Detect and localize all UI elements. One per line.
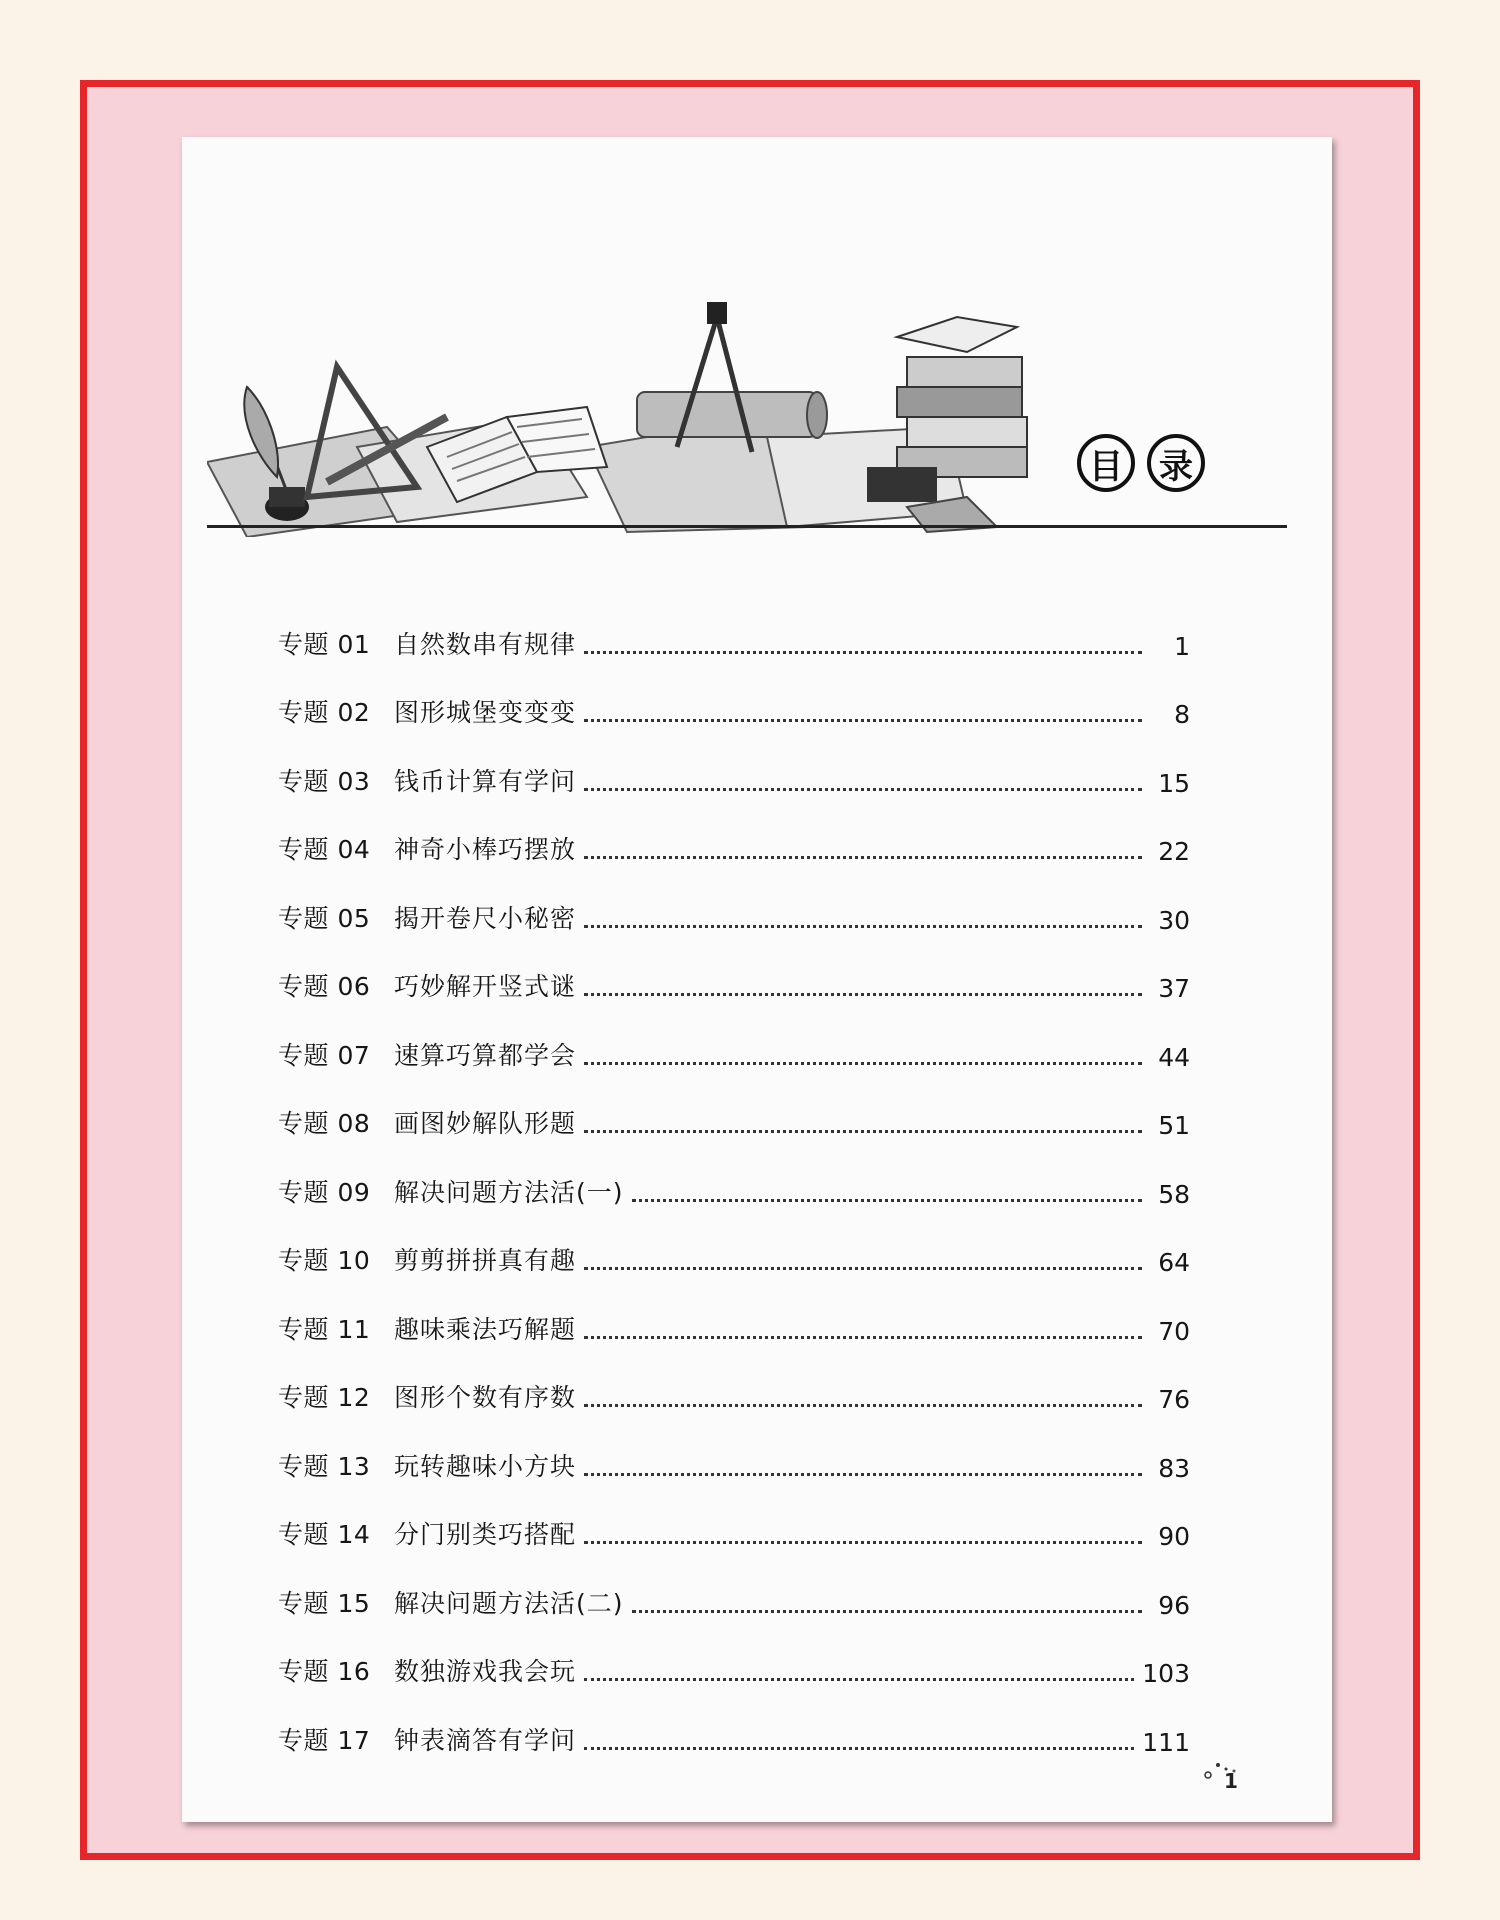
dotted-leader (584, 788, 1142, 791)
toc-page: 103 (1142, 1659, 1190, 1688)
page-number: 1 (1224, 1769, 1238, 1793)
toc-title: 数独游戏我会玩 (394, 1657, 577, 1686)
toc-row[interactable] (278, 1140, 1190, 1209)
toc-row[interactable] (278, 1003, 1190, 1072)
toc-page: 37 (1158, 974, 1190, 1003)
dotted-leader (632, 1199, 1142, 1202)
dotted-leader (584, 651, 1142, 654)
toc-label: 专题 04 (278, 835, 371, 864)
toc-page: 44 (1158, 1042, 1190, 1072)
toc-page: 8 (1174, 700, 1190, 729)
toc-title: 解决问题方法活(一) (394, 1177, 624, 1207)
toc-row[interactable] (278, 1620, 1190, 1689)
toc-label: 专题 11 (278, 1314, 371, 1344)
toc-label: 专题 06 (278, 972, 371, 1001)
toc-label: 专题 14 (278, 1520, 371, 1549)
dotted-leader (584, 1336, 1142, 1339)
dotted-leader (584, 1062, 1142, 1065)
toc-label: 专题 05 (278, 903, 371, 933)
toc-page: 51 (1158, 1111, 1190, 1140)
dotted-leader (584, 1678, 1134, 1681)
toc-title: 揭开卷尺小秘密 (394, 903, 577, 933)
dotted-leader (584, 719, 1142, 722)
toc-page: 76 (1158, 1385, 1190, 1414)
desk-illustration (207, 297, 1287, 537)
toc-title: 钱币计算有学问 (394, 766, 577, 796)
toc-page: 90 (1158, 1522, 1190, 1551)
toc-row[interactable] (278, 1414, 1190, 1483)
toc-row[interactable] (278, 1688, 1190, 1757)
toc-title: 钟表滴答有学问 (394, 1725, 577, 1755)
toc-title: 图形城堡变变变 (394, 698, 577, 727)
toc-label: 专题 10 (278, 1246, 371, 1275)
dotted-leader (584, 1541, 1142, 1544)
toc-row[interactable] (278, 866, 1190, 935)
toc-row[interactable] (278, 592, 1190, 661)
dotted-leader (584, 1267, 1142, 1270)
toc-title: 速算巧算都学会 (394, 1040, 577, 1070)
toc-label: 专题 16 (278, 1657, 371, 1686)
toc-page: 1 (1174, 631, 1190, 661)
header-divider (207, 525, 1287, 528)
toc-row[interactable] (278, 729, 1190, 798)
toc-page: 58 (1158, 1179, 1190, 1209)
toc-page: 83 (1158, 1453, 1190, 1483)
toc-row[interactable] (278, 661, 1190, 730)
toc-page: 96 (1158, 1590, 1190, 1620)
toc-page: 22 (1158, 837, 1190, 866)
toc-label: 专题 09 (278, 1177, 371, 1207)
book-page (182, 137, 1332, 1822)
toc-row[interactable] (278, 1072, 1190, 1141)
toc-title: 剪剪拼拼真有趣 (394, 1246, 577, 1275)
toc-row[interactable] (278, 1346, 1190, 1415)
dotted-leader (584, 925, 1142, 928)
toc-label: 专题 13 (278, 1451, 371, 1481)
page-title (1077, 434, 1205, 492)
dotted-leader (632, 1610, 1142, 1613)
toc-page: 15 (1158, 768, 1190, 798)
toc-title: 巧妙解开竖式谜 (394, 972, 577, 1001)
toc-label: 专题 17 (278, 1725, 371, 1755)
toc-row[interactable] (278, 1483, 1190, 1552)
toc-page: 30 (1158, 905, 1190, 935)
toc-row[interactable] (278, 1551, 1190, 1620)
toc-page: 70 (1158, 1316, 1190, 1346)
toc-label: 专题 12 (278, 1383, 371, 1412)
toc-label: 专题 08 (278, 1109, 371, 1138)
photo-frame (80, 80, 1420, 1860)
toc-label: 专题 07 (278, 1040, 371, 1070)
toc-title: 画图妙解队形题 (394, 1109, 577, 1138)
toc-title: 玩转趣味小方块 (394, 1451, 577, 1481)
toc-row[interactable] (278, 798, 1190, 867)
dotted-leader (584, 1404, 1142, 1407)
title-char-lu: 录 (1147, 434, 1205, 492)
toc-row[interactable] (278, 1209, 1190, 1278)
toc-label: 专题 02 (278, 698, 371, 727)
toc-title: 解决问题方法活(二) (394, 1588, 624, 1618)
toc-title: 图形个数有序数 (394, 1383, 577, 1412)
toc-page: 64 (1158, 1248, 1190, 1277)
dotted-leader (584, 1130, 1142, 1133)
dotted-leader (584, 993, 1142, 996)
toc-label: 专题 01 (278, 629, 371, 659)
toc-title: 分门别类巧搭配 (394, 1520, 577, 1549)
toc-label: 专题 15 (278, 1588, 371, 1618)
dotted-leader (584, 1473, 1142, 1476)
toc-label: 专题 03 (278, 766, 371, 796)
toc-title: 神奇小棒巧摆放 (394, 835, 577, 864)
toc-title: 自然数串有规律 (394, 629, 577, 659)
table-of-contents (278, 592, 1190, 1757)
toc-row[interactable] (278, 1277, 1190, 1346)
toc-row[interactable] (278, 935, 1190, 1004)
title-char-mu: 目 (1077, 434, 1135, 492)
dotted-leader (584, 856, 1142, 859)
toc-title: 趣味乘法巧解题 (394, 1314, 577, 1344)
toc-page: 111 (1142, 1727, 1190, 1757)
dotted-leader (584, 1747, 1134, 1750)
